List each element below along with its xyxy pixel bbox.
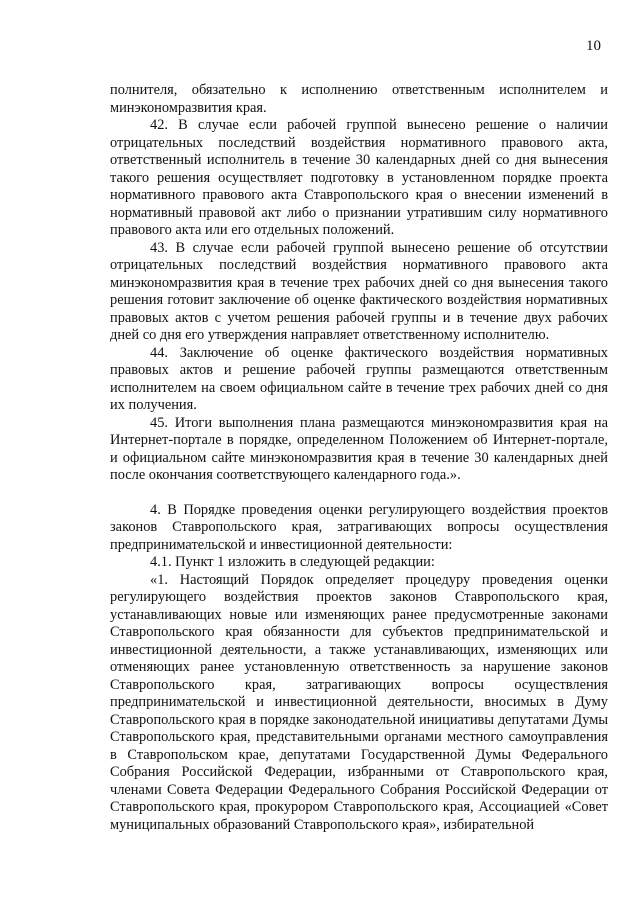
paragraph-42: 42. В случае если рабочей группой вынесено решение о наличии отрицательных последствий воздействия нормативного правового акта, ответственный исполнитель в течение 30 календарных дней со дня вынесения такого решения осуществляет подготовку в установленном порядке проекта нормативного правового акта Ставропольского края о внесении изменений в нормативный правовой акт либо о признании утратившим силу нормативного правового акта или его отдельных положений. xyxy=(110,117,608,238)
paragraph-44: 44. Заключение об оценке фактического воздействия нормативных правовых актов и решение рабочей группы размещаются ответственным исполнителем на своем официальном сайте в течение трех рабочих дней со дня их получения. xyxy=(110,344,608,413)
paragraph-quoted-1: «1. Настоящий Порядок определяет процедуру проведения оценки регулирующего воздействия проектов законов Ставропольского края, устанавливающих новые или изменяющих ранее предусмотренные законами Ставропольского края обязанности для субъектов предпринимательской и инвестиционной деятельности, а также устанавливающих, изменяющих или отменяющих ранее установленную ответственность за нарушение законов Ставропольского края, затрагивающих вопросы осуществления предпринимательской и инвестиционной деятельности, вносимых в Думу Ставропольского края в порядке законодательной инициативы депутатами Думы Ставропольского края, представительными органами местного самоуправления в Ставропольском крае, депутатами Государственной Думы Федерального Собрания Российской Федерации, избранными от Ставропольского края, членами Совета Федерации Федерального Собрания Российской Федерации от Ставропольского края, прокурором Ставропольского края, Ассоциацией «Совет муниципальных образований Ставропольского края», избирательной xyxy=(110,571,608,833)
paragraph-4-1: 4.1. Пункт 1 изложить в следующей редакции: xyxy=(150,554,435,570)
paragraph-45: 45. Итоги выполнения плана размещаются минэкономразвития края на Интернет-портале в порядке, определенном Положением об Интернет-портале, и официальном сайте минэкономразвития края в течение 30 календарных дней после окончания соответствующего календарного года.». xyxy=(110,414,608,483)
page-number: 10 xyxy=(586,38,601,54)
paragraph-43: 43. В случае если рабочей группой вынесено решение об отсутствии отрицательных последствий воздействия нормативного правового акта минэкономразвития края в течение трех рабочих дней со дня вынесения такого решения готовит заключение об оценке фактического воздействия нормативных правовых актов с учетом решения рабочей группы и в течение двух рабочих дней со дня его утверждения направляет ответственному исполнителю. xyxy=(110,239,608,343)
paragraph-4: 4. В Порядке проведения оценки регулирующего воздействия проектов законов Ставропольского края, затрагивающих вопросы осуществления предпринимательской и инвестиционной деятельности: xyxy=(110,501,608,553)
document-body xyxy=(110,82,608,834)
paragraph-continuation: полнителя, обязательно к исполнению ответственным исполнителем и минэкономразвития края. xyxy=(110,82,608,116)
